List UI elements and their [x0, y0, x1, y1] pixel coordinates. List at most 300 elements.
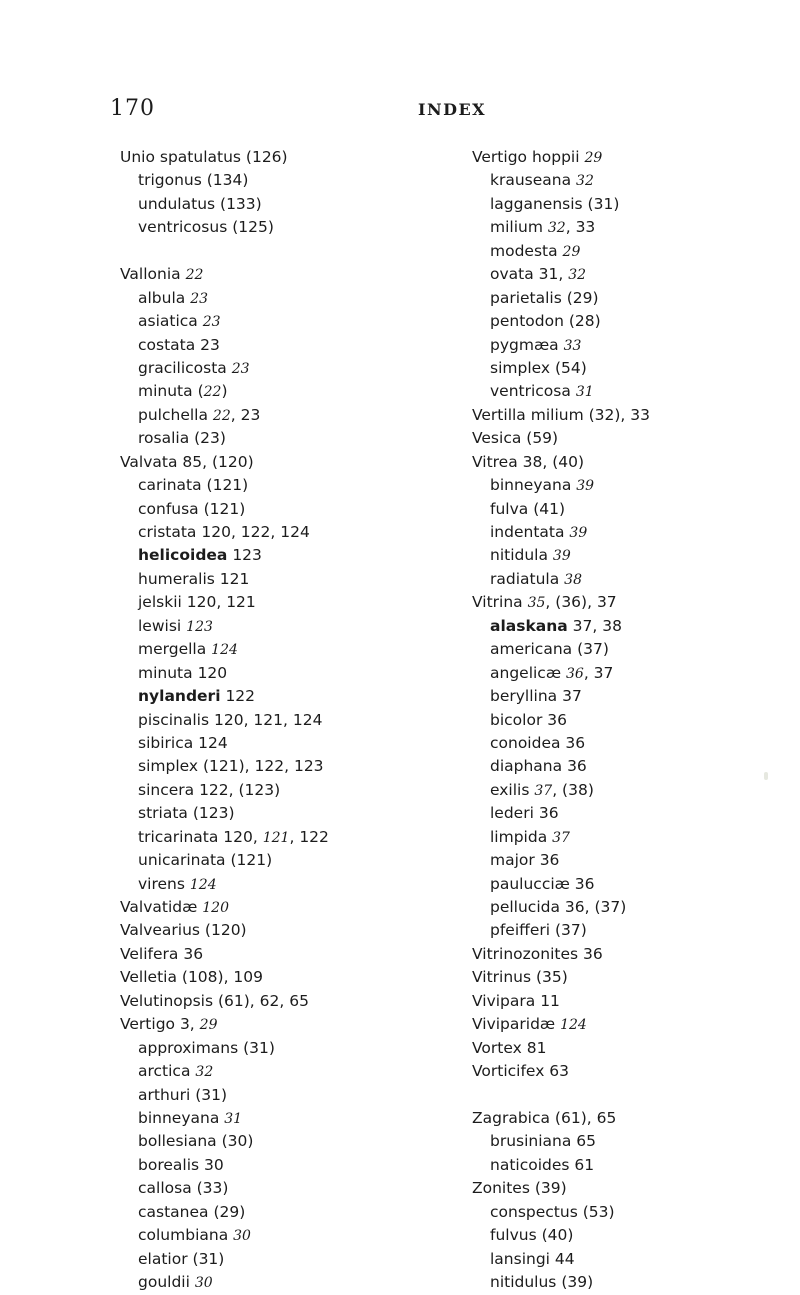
- index-entry: [120, 919, 450, 942]
- entry-name: humeralis: [138, 569, 215, 588]
- page-ref: (39): [556, 1273, 594, 1291]
- page-ref-principal: 124: [189, 876, 217, 893]
- index-subentry: [120, 1037, 450, 1060]
- index-subentry: [120, 544, 450, 567]
- page-ref: 81: [521, 1038, 547, 1057]
- page-ref: (41): [528, 499, 566, 518]
- entry-name: Valvatidæ: [120, 898, 198, 916]
- index-subentry: [120, 380, 450, 403]
- index-subentry: [472, 216, 782, 239]
- page-ref-principal: 30: [233, 1228, 251, 1245]
- page-ref-principal: 39: [569, 525, 588, 541]
- index-subentry: [472, 380, 782, 403]
- page-ref-principal: 120: [202, 900, 229, 916]
- page-ref-principal: 32: [195, 1064, 214, 1081]
- index-entry: [472, 1177, 782, 1200]
- index-subentry: [472, 310, 782, 333]
- entry-name: naticoides: [490, 1155, 570, 1174]
- entry-name: unicarinata: [138, 851, 226, 870]
- entry-name: helicoidea: [138, 546, 228, 565]
- index-subentry: [472, 357, 782, 380]
- entry-name: pentodon: [490, 312, 564, 331]
- entry-name: Vorticifex: [472, 1062, 545, 1081]
- index-subentry: [120, 1060, 450, 1083]
- entry-name: minuta: [138, 663, 193, 682]
- entry-name: beryllina: [490, 687, 558, 706]
- page-ref: (61), 62, 65: [213, 991, 309, 1010]
- entry-name: pulchella: [138, 405, 208, 424]
- entry-name: conoidea: [490, 733, 561, 752]
- entry-name: nitidulus: [490, 1273, 557, 1291]
- page-header: [0, 96, 800, 126]
- index-subentry: [472, 662, 782, 685]
- index-entry: [120, 451, 450, 474]
- page-ref: 36: [569, 874, 595, 893]
- index-subentry: [120, 1201, 450, 1224]
- page-ref: 31,: [533, 265, 569, 284]
- paper-speck: [764, 772, 768, 780]
- page-ref-principal: 31: [224, 1110, 243, 1127]
- page-ref: (53): [577, 1202, 615, 1221]
- page-ref: 36: [178, 944, 204, 963]
- page-ref: (29): [561, 288, 599, 307]
- page-ref-principal: 36: [566, 665, 584, 682]
- index-subentry: [120, 1248, 450, 1271]
- entry-name: krauseana: [490, 171, 572, 190]
- index-subentry: [472, 568, 782, 591]
- entry-name: modesta: [490, 241, 558, 260]
- page-ref: 122: [220, 687, 256, 706]
- entry-name: Unio spatulatus: [120, 148, 241, 166]
- page-ref: 37: [557, 687, 582, 706]
- page-ref: 36: [534, 851, 560, 870]
- entry-name: nylanderi: [138, 687, 221, 706]
- page-ref: (31): [238, 1038, 275, 1057]
- page-ref-principal: 32: [568, 267, 587, 284]
- index-subentry: [120, 287, 450, 310]
- page-ref: (37): [550, 921, 587, 940]
- page-ref: (121): [225, 851, 273, 870]
- page-ref: 3,: [175, 1015, 200, 1034]
- page-ref: 37, 38: [567, 616, 622, 635]
- entry-name: Vitrinozonites: [472, 944, 579, 963]
- page-ref: 120, 121, 124: [209, 710, 323, 729]
- page-ref-principal: 31: [575, 384, 594, 401]
- index-entry: [120, 990, 450, 1013]
- index-subentry: [472, 1130, 782, 1153]
- entry-name: Vertigo hoppii: [472, 148, 580, 166]
- entry-name: Valvata: [120, 452, 178, 471]
- index-subentry: [120, 685, 450, 708]
- entry-name: cristata: [138, 523, 197, 541]
- entry-name: pygmæa: [490, 335, 559, 354]
- page-ref: (31): [187, 1249, 225, 1268]
- index-entry: [472, 451, 782, 474]
- entry-name: pfeifferi: [490, 921, 551, 940]
- page-ref: (133): [215, 194, 262, 213]
- page-ref: (126): [240, 148, 288, 166]
- page-ref: 120: [192, 663, 228, 682]
- page-ref-principal: 38: [564, 571, 582, 588]
- page-ref-principal: 37: [552, 829, 570, 846]
- entry-name: lederi: [490, 804, 534, 823]
- page-ref: (61), 65: [550, 1108, 617, 1127]
- entry-name: americana: [490, 640, 573, 659]
- page-ref: 121: [214, 569, 250, 588]
- entry-name: lagganensis: [490, 194, 583, 213]
- page-ref: 122, (123): [194, 780, 281, 799]
- index-subentry: [120, 849, 450, 872]
- blank-line: [120, 240, 450, 263]
- page-ref: (54): [550, 358, 587, 377]
- page-ref: (30): [216, 1132, 254, 1151]
- page-ref: (35): [531, 968, 568, 987]
- page-ref-principal: 23: [190, 290, 209, 307]
- entry-name: bicolor: [490, 710, 543, 729]
- index-subentry: [472, 1224, 782, 1247]
- index-column-right: [472, 146, 782, 1294]
- entry-name: Vivipara: [472, 991, 536, 1010]
- entry-name: rosalia: [138, 429, 190, 448]
- entry-name: mergella: [138, 640, 207, 659]
- entry-name: arthuri: [138, 1085, 191, 1104]
- page-ref: 36: [542, 710, 567, 729]
- entry-name: gracilicosta: [138, 358, 227, 377]
- page-ref: 36: [560, 733, 586, 752]
- page-ref: (31): [190, 1085, 228, 1104]
- index-entry: [472, 1060, 782, 1083]
- index-entry: [472, 146, 782, 169]
- page-ref: (31): [582, 194, 620, 213]
- entry-name: conspectus: [490, 1202, 578, 1221]
- entry-name: Velifera: [120, 944, 179, 963]
- entry-name: ventricosa: [490, 382, 571, 401]
- index-subentry: [120, 498, 450, 521]
- index-subentry: [120, 709, 450, 732]
- page-ref: 63: [544, 1062, 570, 1081]
- index-subentry: [120, 521, 450, 544]
- entry-name: elatior: [138, 1249, 188, 1268]
- page-ref-principal: 124: [560, 1017, 587, 1034]
- page-ref: , (38): [552, 780, 594, 799]
- entry-name: approximans: [138, 1038, 239, 1057]
- entry-name: pellucida: [490, 898, 560, 916]
- index-subentry: [472, 638, 782, 661]
- entry-name: ovata: [490, 265, 534, 284]
- index-entry: [472, 990, 782, 1013]
- page-ref: (29): [208, 1202, 246, 1221]
- index-entry: [120, 1013, 450, 1036]
- entry-name: jelskii: [138, 593, 182, 612]
- entry-name: brusiniana: [490, 1132, 572, 1151]
- page-ref: 123: [227, 546, 262, 565]
- page-ref-principal: 23: [231, 360, 250, 377]
- entry-name: alaskana: [490, 616, 568, 635]
- index-subentry: [472, 615, 782, 638]
- entry-name: parietalis: [490, 288, 562, 307]
- index-entry: [120, 943, 450, 966]
- index-subentry: [472, 919, 782, 942]
- index-entry: [120, 263, 450, 286]
- page-ref-principal: 29: [199, 1017, 218, 1034]
- index-subentry: [472, 287, 782, 310]
- index-subentry: [120, 779, 450, 802]
- page-ref: 36, (37): [559, 898, 627, 916]
- index-subentry: [120, 1271, 450, 1294]
- page-ref-principal: 29: [584, 150, 603, 166]
- index-subentry: [120, 334, 450, 357]
- page-ref: 120, 122, 124: [196, 523, 310, 541]
- entry-name: confusa: [138, 499, 199, 518]
- page-ref-principal: 37: [534, 782, 553, 799]
- entry-name: fulvus: [490, 1226, 537, 1245]
- entry-name: borealis: [138, 1155, 200, 1174]
- index-entry: [472, 1013, 782, 1036]
- entry-name: costata: [138, 335, 196, 354]
- entry-name: simplex: [138, 757, 199, 776]
- page-ref: (37): [572, 640, 609, 659]
- page-ref-principal: 29: [562, 243, 581, 260]
- index-subentry: [120, 1177, 450, 1200]
- page-ref-principal: 22: [203, 384, 222, 401]
- entry-name: minuta: [138, 382, 193, 401]
- page-ref: 11: [535, 991, 560, 1010]
- index-subentry: [120, 1224, 450, 1247]
- page-ref: (32), 33: [583, 405, 650, 424]
- entry-name: indentata: [490, 523, 565, 541]
- index-entry: [120, 966, 450, 989]
- page-ref-principal: 35: [527, 595, 546, 612]
- index-entry: [472, 943, 782, 966]
- page-number: 170: [110, 96, 155, 121]
- page-ref: (123): [187, 804, 235, 823]
- index-subentry: [120, 732, 450, 755]
- page-ref: 120,: [218, 827, 263, 846]
- index-subentry: [472, 1271, 782, 1294]
- entry-name: sincera: [138, 780, 195, 799]
- page-ref: 36: [533, 804, 559, 823]
- index-entry: [120, 896, 450, 919]
- page-ref: (33): [191, 1179, 229, 1198]
- page-ref: (125): [227, 218, 274, 237]
- page-ref: , 122: [289, 827, 329, 846]
- index-subentry: [120, 404, 450, 427]
- page-ref: 65: [571, 1132, 597, 1151]
- index-subentry: [472, 474, 782, 497]
- page-ref: (120): [200, 921, 247, 940]
- entry-name: Vesica: [472, 429, 522, 448]
- index-entry: [120, 146, 450, 169]
- index-subentry: [472, 1248, 782, 1271]
- page-ref: (121): [198, 499, 246, 518]
- entry-name: Vortex: [472, 1038, 522, 1057]
- page-ref-principal: 22: [185, 267, 204, 284]
- entry-name: arctica: [138, 1062, 191, 1081]
- index-subentry: [120, 357, 450, 380]
- entry-name: Valvearius: [120, 921, 200, 940]
- index-subentry: [120, 615, 450, 638]
- page-ref: 36: [562, 757, 587, 776]
- entry-name: binneyana: [490, 476, 572, 495]
- page-ref: (39): [529, 1179, 567, 1198]
- index-entry: [472, 427, 782, 450]
- page-ref-principal: 32: [576, 173, 594, 190]
- page-ref: (28): [563, 312, 601, 331]
- entry-name: diaphana: [490, 757, 563, 776]
- index-column-left: [120, 146, 450, 1294]
- entry-name: Vitrea: [472, 452, 518, 471]
- index-subentry: [120, 310, 450, 333]
- entry-name: castanea: [138, 1202, 209, 1221]
- page-ref-principal: 23: [202, 314, 221, 331]
- page-ref-principal: 39: [552, 548, 571, 565]
- index-subentry: [472, 732, 782, 755]
- page-ref: (40): [536, 1226, 574, 1245]
- entry-name: undulatus: [138, 194, 216, 213]
- entry-name: nitidula: [490, 546, 548, 565]
- page-ref: (108), 109: [176, 968, 264, 987]
- page-ref: 38, (40): [517, 452, 585, 471]
- index-subentry: [120, 1130, 450, 1153]
- index-subentry: [472, 544, 782, 567]
- entry-name: Viviparidæ: [472, 1015, 556, 1034]
- page-ref-principal: 30: [194, 1275, 213, 1291]
- blank-line: [472, 1084, 782, 1107]
- entry-name: paulucciæ: [490, 874, 570, 893]
- index-subentry: [120, 427, 450, 450]
- page-ref-principal: 32: [547, 220, 566, 237]
- index-subentry: [120, 591, 450, 614]
- entry-name: exilis: [490, 780, 530, 799]
- index-subentry: [472, 802, 782, 825]
- page-ref: , 37: [583, 663, 614, 682]
- index-subentry: [472, 1201, 782, 1224]
- page-ref-principal: 124: [211, 642, 238, 659]
- page-ref: 30: [199, 1155, 224, 1174]
- entry-name: trigonus: [138, 171, 202, 190]
- entry-name: limpida: [490, 827, 548, 846]
- page-ref: 36: [578, 944, 603, 963]
- index-subentry: [472, 334, 782, 357]
- entry-name: Vertilla milium: [472, 405, 584, 424]
- page-ref: 120, 121: [181, 593, 256, 612]
- entry-name: ventricosus: [138, 218, 228, 237]
- entry-name: columbiana: [138, 1226, 229, 1245]
- page-ref: 61: [569, 1155, 595, 1174]
- entry-name: sibirica: [138, 733, 194, 752]
- entry-name: Vitrinus: [472, 968, 532, 987]
- page-ref: ): [221, 382, 228, 401]
- index-subentry: [472, 873, 782, 896]
- page-ref-principal: 39: [576, 478, 595, 495]
- index-subentry: [472, 498, 782, 521]
- entry-name: milium: [490, 218, 543, 237]
- entry-name: gouldii: [138, 1273, 190, 1291]
- entry-name: simplex: [490, 358, 551, 377]
- index-subentry: [472, 826, 782, 849]
- running-head: INDEX: [418, 100, 487, 119]
- entry-name: major: [490, 851, 535, 870]
- index-subentry: [472, 755, 782, 778]
- page-ref-principal: 123: [186, 618, 213, 635]
- page-ref-principal: 22: [212, 407, 231, 424]
- page-ref: 85, (120): [177, 452, 254, 471]
- entry-name: Vertigo: [120, 1015, 176, 1034]
- page-ref: (121): [201, 476, 249, 495]
- entry-name: piscinalis: [138, 710, 210, 729]
- index-subentry: [472, 169, 782, 192]
- index-subentry: [120, 826, 450, 849]
- entry-name: bollesiana: [138, 1132, 217, 1151]
- index-subentry: [472, 263, 782, 286]
- entry-name: lansingi: [490, 1249, 550, 1268]
- entry-name: callosa: [138, 1179, 192, 1198]
- index-entry: [472, 966, 782, 989]
- page-ref: , 23: [230, 405, 261, 424]
- entry-name: striata: [138, 804, 188, 823]
- page-ref-principal: 33: [563, 337, 582, 354]
- entry-name: asiatica: [138, 312, 198, 331]
- index-subentry: [120, 1154, 450, 1177]
- entry-name: binneyana: [138, 1108, 220, 1127]
- index-subentry: [120, 193, 450, 216]
- index-subentry: [472, 709, 782, 732]
- index-entry: [472, 591, 782, 614]
- entry-name: Vallonia: [120, 265, 181, 284]
- index-subentry: [120, 638, 450, 661]
- index-entry: [472, 1037, 782, 1060]
- index-subentry: [120, 568, 450, 591]
- index-subentry: [472, 521, 782, 544]
- page-ref: (: [192, 382, 204, 401]
- entry-name: Velutinopsis: [120, 991, 214, 1010]
- page-ref: (23): [189, 429, 226, 448]
- entry-name: radiatula: [490, 569, 560, 588]
- entry-name: virens: [138, 874, 185, 893]
- index-subentry: [120, 1084, 450, 1107]
- index-subentry: [472, 193, 782, 216]
- index-subentry: [120, 802, 450, 825]
- page-ref: (134): [201, 171, 249, 190]
- index-subentry: [120, 169, 450, 192]
- page-ref: (59): [521, 429, 559, 448]
- index-subentry: [472, 896, 782, 919]
- index-subentry: [472, 240, 782, 263]
- entry-name: angelicæ: [490, 663, 562, 682]
- page-ref: 44: [549, 1249, 575, 1268]
- page-ref: 124: [193, 733, 228, 752]
- page-ref: (121), 122, 123: [198, 757, 324, 776]
- index-subentry: [120, 662, 450, 685]
- index-subentry: [120, 873, 450, 896]
- entry-name: fulva: [490, 499, 529, 518]
- entry-name: Velletia: [120, 968, 177, 987]
- entry-name: Zagrabica: [472, 1108, 550, 1127]
- index-subentry: [120, 474, 450, 497]
- entry-name: carinata: [138, 476, 202, 495]
- index-subentry: [120, 1107, 450, 1130]
- entry-name: Zonites: [472, 1179, 530, 1198]
- index-subentry: [472, 849, 782, 872]
- index-subentry: [120, 216, 450, 239]
- page-ref-principal: 121: [262, 829, 290, 846]
- index-entry: [472, 1107, 782, 1130]
- entry-name: lewisi: [138, 616, 182, 635]
- entry-name: Vitrina: [472, 593, 523, 612]
- index-subentry: [472, 779, 782, 802]
- entry-name: tricarinata: [138, 827, 219, 846]
- page-ref: 23: [195, 335, 220, 354]
